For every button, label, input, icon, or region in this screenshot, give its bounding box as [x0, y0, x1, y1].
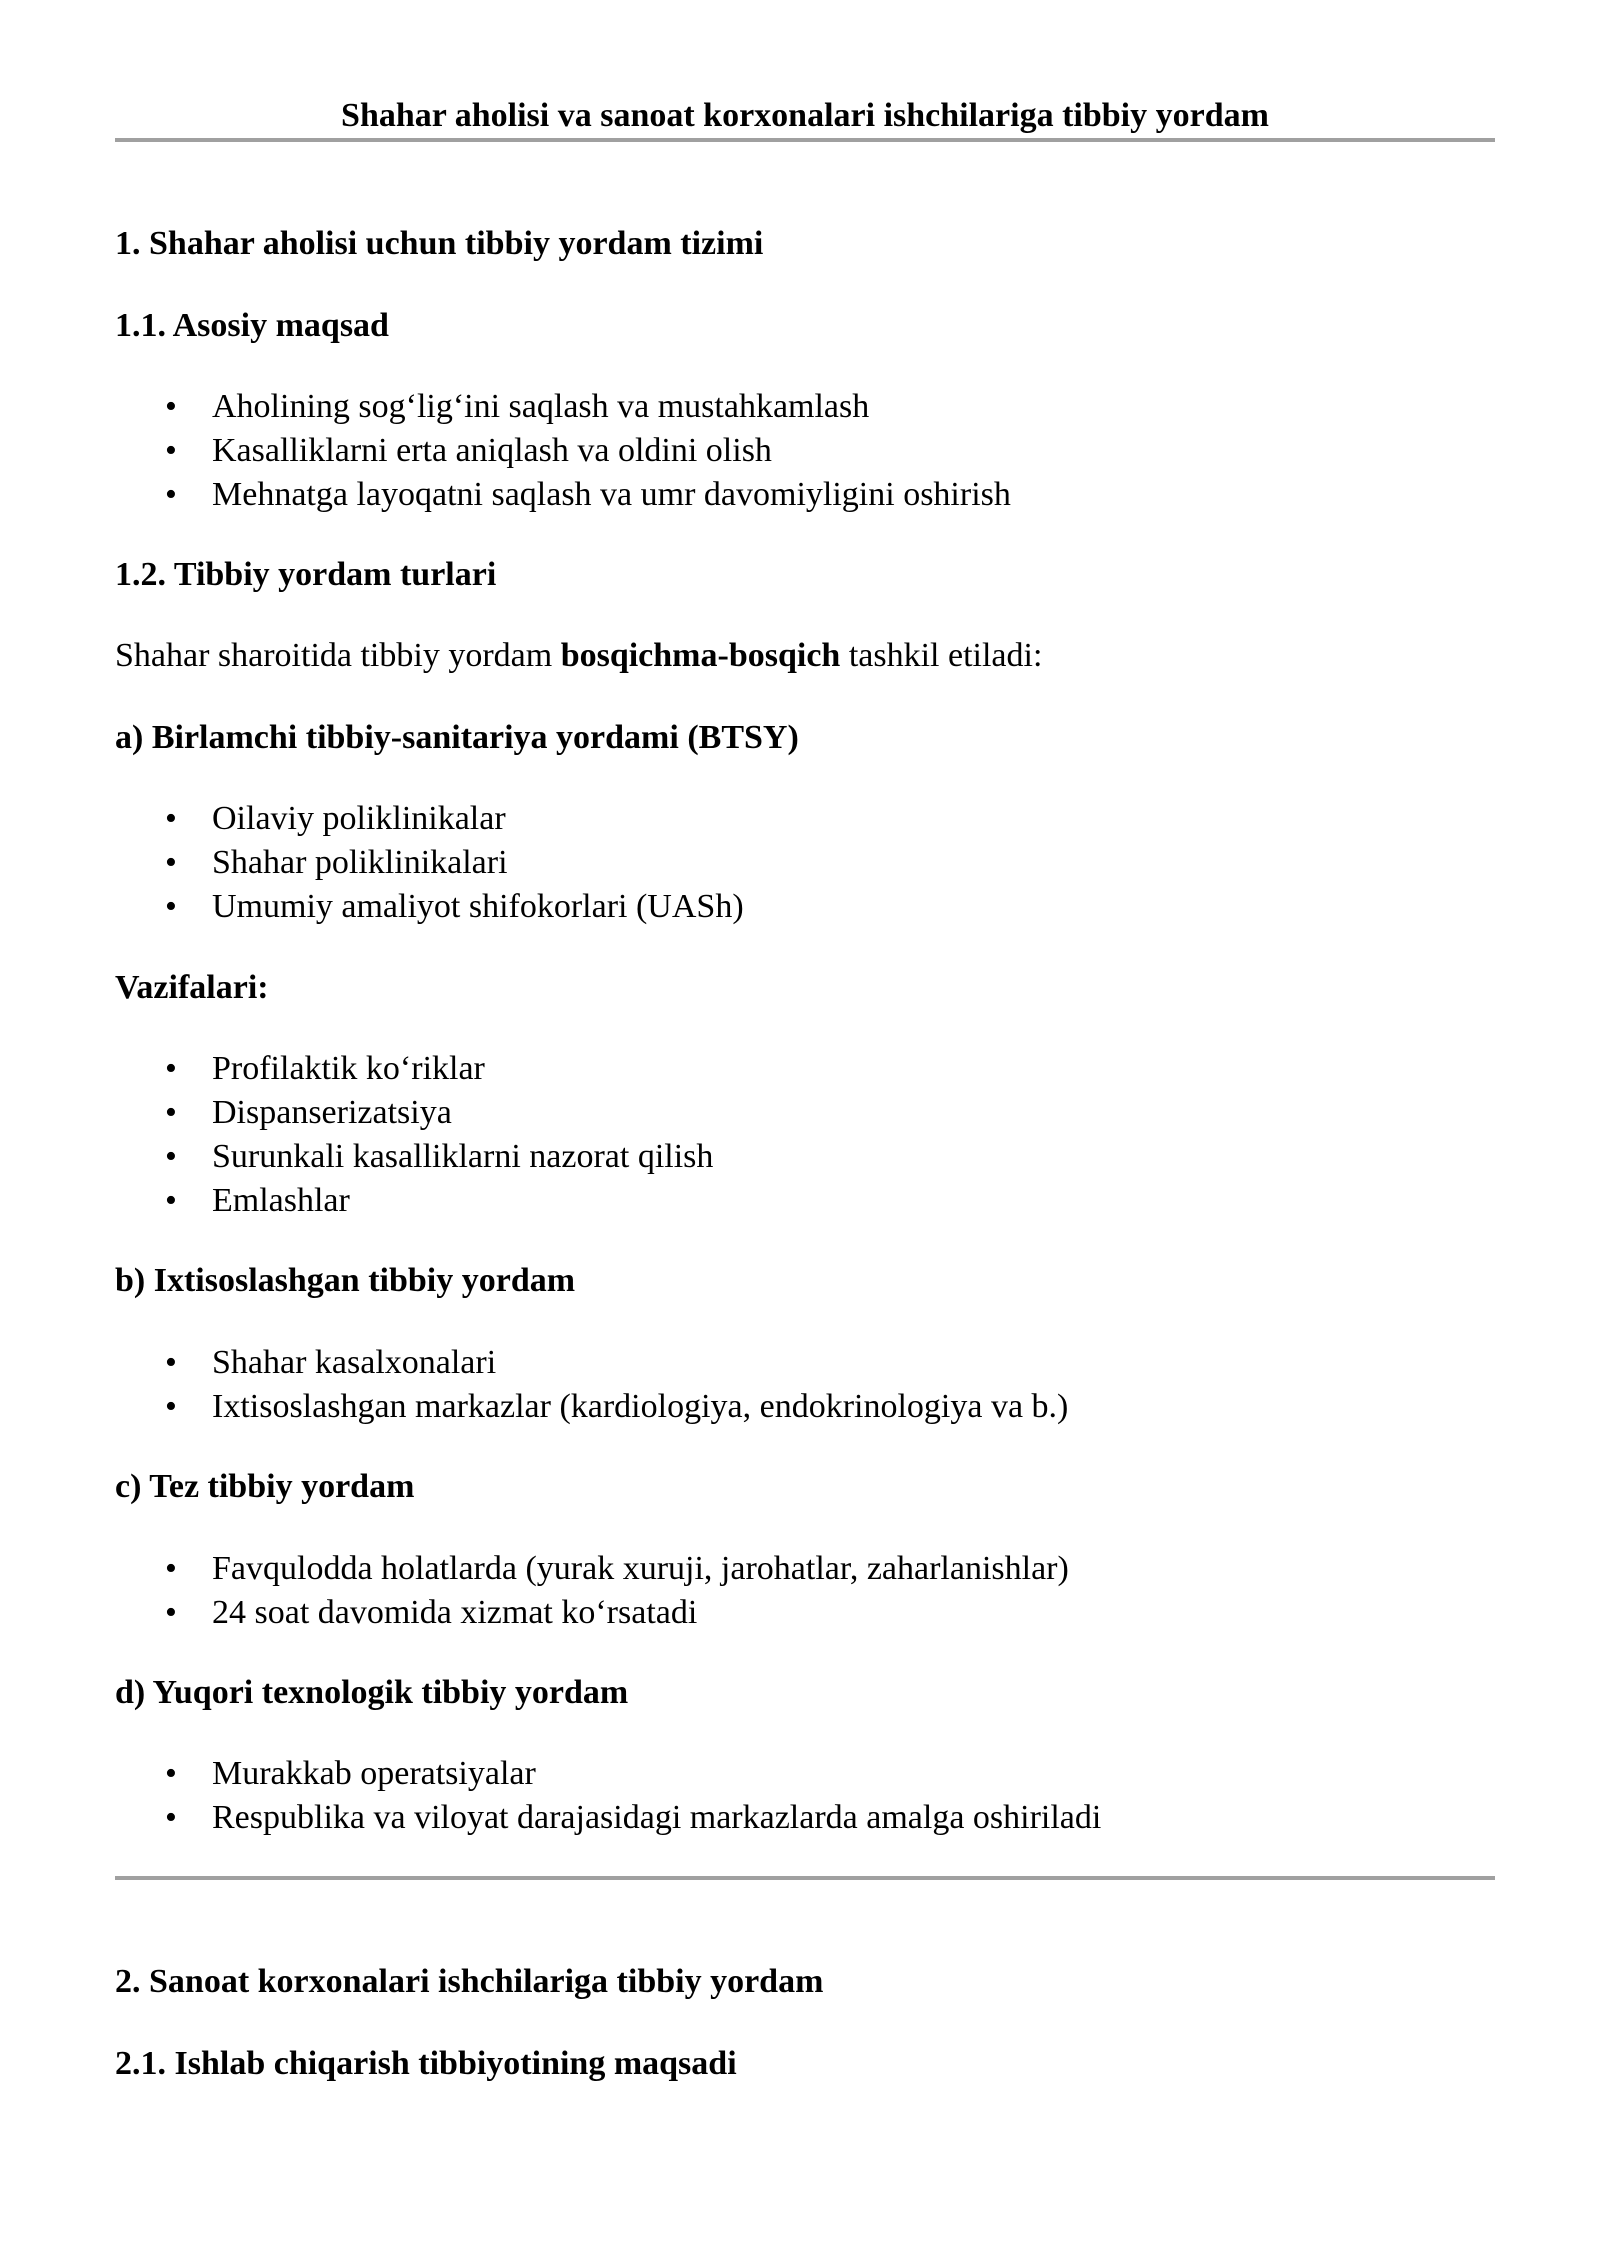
bullet-icon: • — [165, 844, 177, 881]
subsection-a-heading: a) Birlamchi tibbiy-sanitariya yordami (BTSY) — [115, 719, 799, 756]
section-1-2-intro: Shahar sharoitida tibbiy yordam bosqichma-bosqich tashkil etiladi: — [115, 637, 1043, 674]
list-item: • Mehnatga layoqatni saqlash va umr davomiyligini oshirish — [115, 473, 1011, 517]
list-item: • Shahar kasalxonalari — [115, 1341, 1068, 1385]
tasks-list — [115, 1047, 713, 1223]
list-item: • Aholining sog‘lig‘ini saqlash va mustahkamlash — [115, 385, 1011, 429]
list-item: • Favqulodda holatlarda (yurak xuruji, jarohatlar, zaharlanishlar) — [115, 1547, 1069, 1591]
section-2-1-heading: 2.1. Ishlab chiqarish tibbiyotining maqsadi — [115, 2045, 737, 2082]
bullet-icon: • — [165, 1050, 177, 1087]
bullet-icon: • — [165, 432, 177, 469]
list-item: • Shahar poliklinikalari — [115, 841, 744, 885]
list-item: • Dispanserizatsiya — [115, 1091, 713, 1135]
high-tech-care-list — [115, 1752, 1101, 1840]
section-divider — [115, 1876, 1495, 1880]
list-item: • Oilaviy poliklinikalar — [115, 797, 744, 841]
list-item: • Profilaktik ko‘riklar — [115, 1047, 713, 1091]
emergency-care-list — [115, 1547, 1069, 1635]
bullet-icon: • — [165, 888, 177, 925]
section-2-heading: 2. Sanoat korxonalari ishchilariga tibbiy yordam — [115, 1963, 824, 2000]
document-title: Shahar aholisi va sanoat korxonalari ishchilariga tibbiy yordam — [341, 97, 1269, 134]
intro-emphasis: bosqichma-bosqich — [560, 637, 841, 674]
primary-care-list — [115, 797, 744, 929]
specialized-care-list — [115, 1341, 1068, 1429]
bullet-icon: • — [165, 1344, 177, 1381]
list-item: • Respublika va viloyat darajasidagi markazlarda amalga oshiriladi — [115, 1796, 1101, 1840]
section-1-1-heading: 1.1. Asosiy maqsad — [115, 307, 389, 344]
bullet-icon: • — [165, 1799, 177, 1836]
section-1-heading: 1. Shahar aholisi uchun tibbiy yordam tizimi — [115, 225, 764, 262]
subsection-b-heading: b) Ixtisoslashgan tibbiy yordam — [115, 1262, 576, 1299]
main-goals-list — [115, 385, 1011, 517]
title-divider — [115, 138, 1495, 142]
bullet-icon: • — [165, 1755, 177, 1792]
list-item: • Kasalliklarni erta aniqlash va oldini olish — [115, 429, 1011, 473]
bullet-icon: • — [165, 476, 177, 513]
list-item: • Surunkali kasalliklarni nazorat qilish — [115, 1135, 713, 1179]
bullet-icon: • — [165, 800, 177, 837]
bullet-icon: • — [165, 1594, 177, 1631]
subsection-d-heading: d) Yuqori texnologik tibbiy yordam — [115, 1674, 629, 1711]
bullet-icon: • — [165, 1388, 177, 1425]
bullet-icon: • — [165, 1138, 177, 1175]
list-item: • Emlashlar — [115, 1179, 713, 1223]
section-1-2-heading: 1.2. Tibbiy yordam turlari — [115, 556, 497, 593]
list-item: • Umumiy amaliyot shifokorlari (UASh) — [115, 885, 744, 929]
list-item: • 24 soat davomida xizmat ko‘rsatadi — [115, 1591, 1069, 1635]
bullet-icon: • — [165, 388, 177, 425]
list-item: • Murakkab operatsiyalar — [115, 1752, 1101, 1796]
tasks-heading: Vazifalari: — [115, 969, 269, 1006]
subsection-c-heading: c) Tez tibbiy yordam — [115, 1468, 415, 1505]
bullet-icon: • — [165, 1550, 177, 1587]
bullet-icon: • — [165, 1182, 177, 1219]
list-item: • Ixtisoslashgan markazlar (kardiologiya, endokrinologiya va b.) — [115, 1385, 1068, 1429]
bullet-icon: • — [165, 1094, 177, 1131]
